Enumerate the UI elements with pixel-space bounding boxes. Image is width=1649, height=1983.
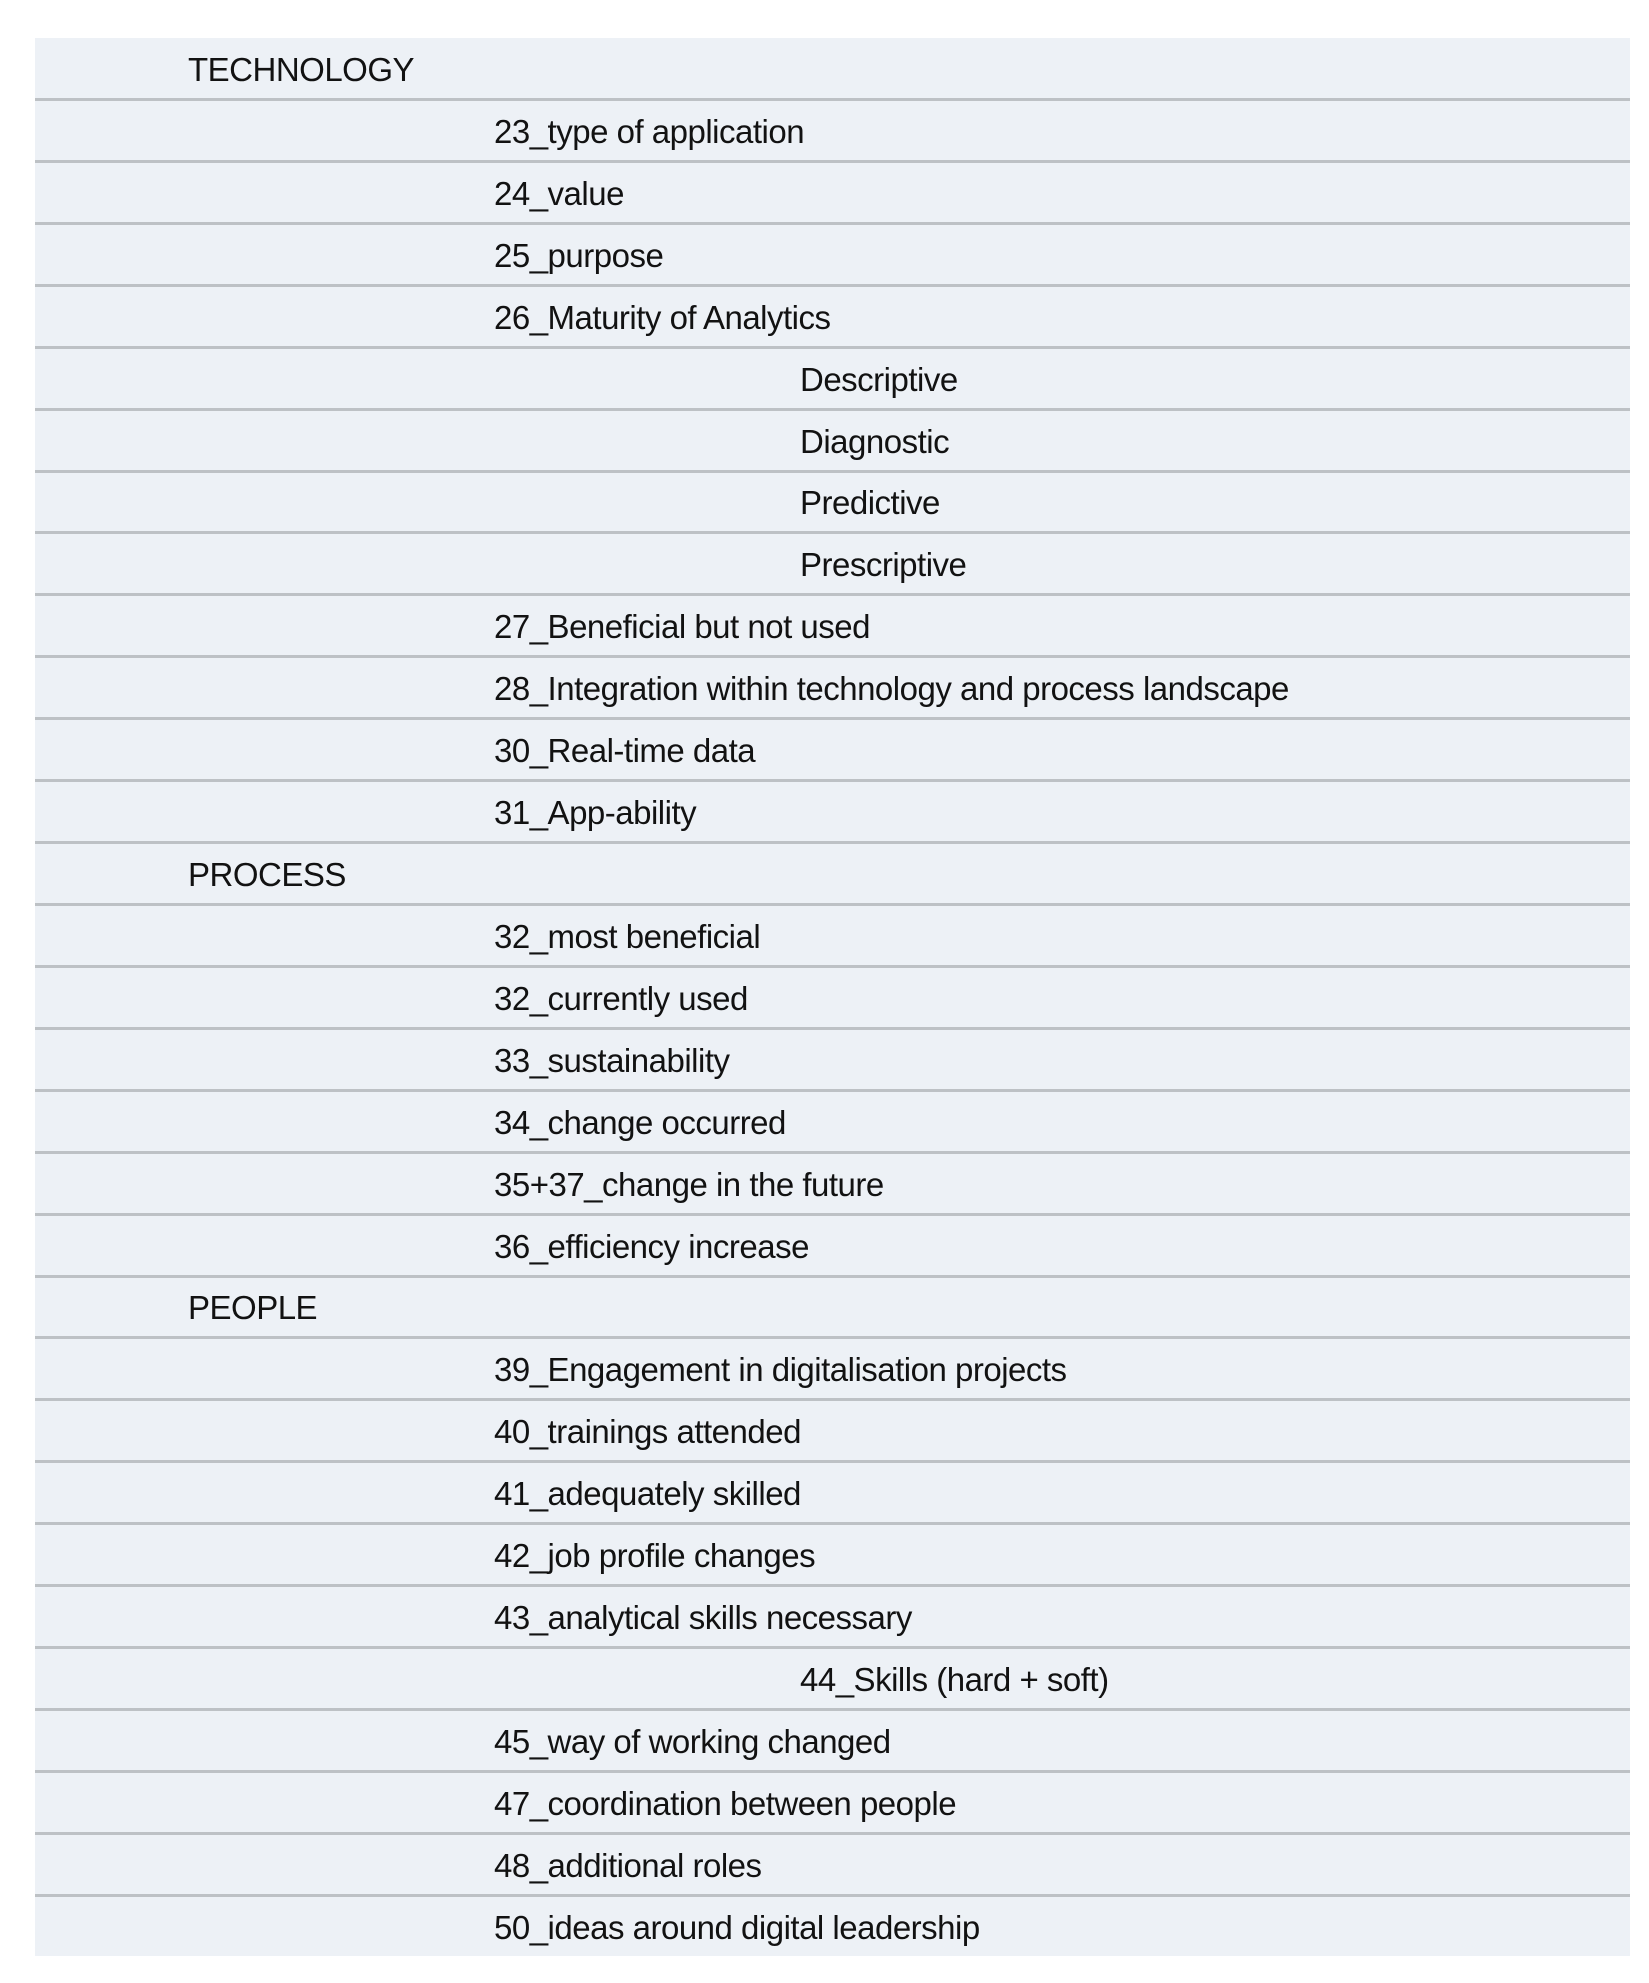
- table-row: [35, 655, 1630, 717]
- table-row: [35, 903, 1630, 965]
- row-label: PROCESS: [188, 856, 346, 894]
- row-label: 43_analytical skills necessary: [494, 1599, 912, 1637]
- category-row: [35, 1275, 1630, 1337]
- category-code-table: [35, 38, 1630, 1956]
- row-label: 34_change occurred: [494, 1103, 786, 1141]
- row-label: 44_Skills (hard + soft): [800, 1661, 1109, 1698]
- table-row: [35, 531, 1630, 593]
- table-row: [35, 160, 1630, 222]
- table-row: [35, 98, 1630, 160]
- table-row: [35, 1646, 1630, 1708]
- row-label: 33_sustainability: [494, 1041, 730, 1079]
- table-row: [35, 1336, 1630, 1398]
- table-row: [35, 1460, 1630, 1522]
- row-label: 50_ideas around digital leadership: [494, 1908, 980, 1946]
- row-label: 36_efficiency increase: [494, 1227, 809, 1265]
- row-label: 39_Engagement in digitalisation projects: [494, 1351, 1067, 1389]
- row-label: 35+37_change in the future: [494, 1165, 884, 1203]
- table-row: [35, 965, 1630, 1027]
- row-label: Descriptive: [800, 360, 958, 398]
- table-row: [35, 408, 1630, 470]
- row-label: Prescriptive: [800, 546, 967, 584]
- table-row: [35, 284, 1630, 346]
- table-row: [35, 1027, 1630, 1089]
- table-row: [35, 1089, 1630, 1151]
- row-label: 32_most beneficial: [494, 917, 761, 955]
- row-label: 48_additional roles: [494, 1846, 762, 1884]
- row-label: PEOPLE: [188, 1289, 318, 1327]
- table-row: [35, 1584, 1630, 1646]
- row-label: 31_App-ability: [494, 794, 697, 832]
- row-label: 42_job profile changes: [494, 1537, 816, 1575]
- row-label: Diagnostic: [800, 422, 950, 460]
- table-row: [35, 222, 1630, 284]
- row-label: 40_trainings attended: [494, 1413, 801, 1451]
- row-label: 32_currently used: [494, 979, 748, 1017]
- table-row: [35, 1832, 1630, 1894]
- row-label: 24_value: [494, 174, 624, 212]
- row-label: TECHNOLOGY: [188, 50, 415, 88]
- table-row: [35, 1151, 1630, 1213]
- row-label: 41_adequately skilled: [494, 1475, 801, 1513]
- table-row: [35, 470, 1630, 532]
- row-label: 27_Beneficial but not used: [494, 608, 870, 646]
- row-label: 45_way of working changed: [494, 1722, 891, 1760]
- row-label: 47_coordination between people: [494, 1784, 957, 1822]
- table-row: [35, 1522, 1630, 1584]
- table-row: [35, 1770, 1630, 1832]
- row-label: Predictive: [800, 484, 940, 522]
- table-row: [35, 717, 1630, 779]
- category-row: [35, 38, 1630, 98]
- category-row: [35, 841, 1630, 903]
- row-label: 26_Maturity of Analytics: [494, 298, 831, 336]
- table-row: [35, 1894, 1630, 1956]
- table-row: [35, 346, 1630, 408]
- row-label: 30_Real-time data: [494, 732, 756, 770]
- table-row: [35, 593, 1630, 655]
- row-label: 28_Integration within technology and process landscape: [494, 670, 1289, 708]
- table-row: [35, 779, 1630, 841]
- table-row: [35, 1398, 1630, 1460]
- table-row: [35, 1213, 1630, 1275]
- row-label: 23_type of application: [494, 112, 805, 150]
- table-row: [35, 1708, 1630, 1770]
- row-label: 25_purpose: [494, 236, 664, 274]
